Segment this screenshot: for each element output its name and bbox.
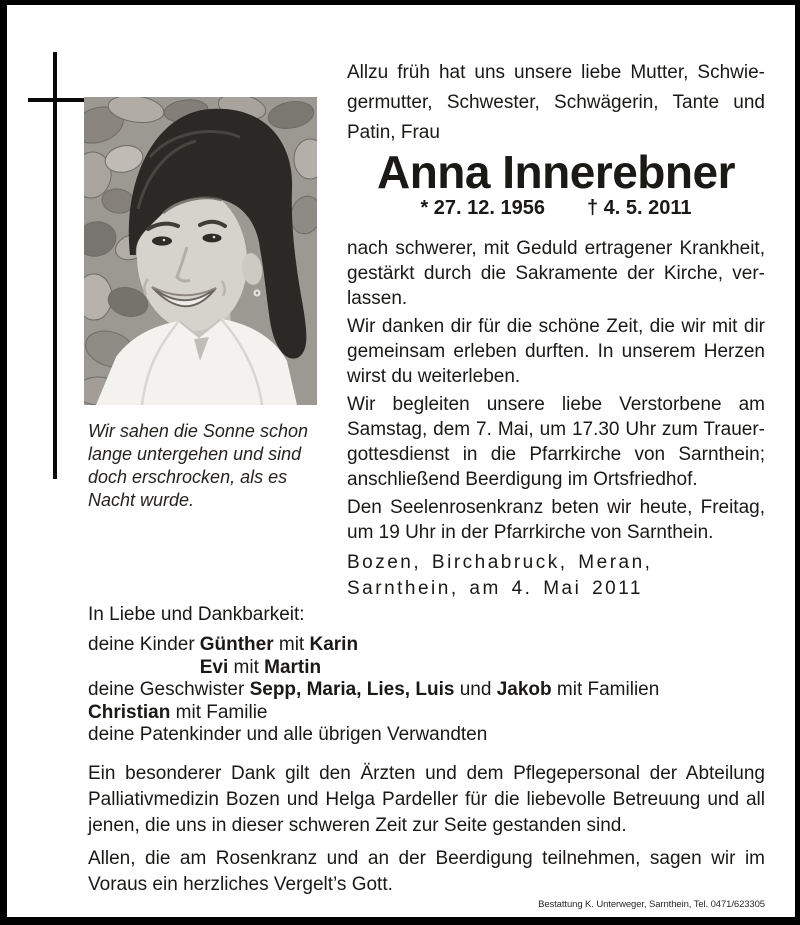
children-line xyxy=(200,634,765,657)
siblings-suffix: mit Familien xyxy=(556,679,660,700)
funeral-paragraph xyxy=(347,392,765,492)
text-line: Wir begleiten unsere liebe Verstorbene am xyxy=(347,394,765,415)
notice-text-column xyxy=(347,52,765,601)
text-line: Voraus ein herzliches Vergelt’s Gott. xyxy=(88,873,393,895)
child-name: Günther xyxy=(199,634,274,655)
mourners-intro: In Liebe und Dankbarkeit: xyxy=(88,604,305,625)
mourners-siblings xyxy=(88,679,765,702)
birth-date: * 27. 12. 1956 xyxy=(420,197,545,219)
photo-caption-line: lange untergehen und sind xyxy=(88,444,302,464)
thanks-paragraph xyxy=(88,761,765,839)
text-line: um 19 Uhr in der Pfarrkirche von Sarnthein. xyxy=(347,522,714,543)
memorial-cross-icon xyxy=(28,98,85,102)
text-line: gottesdienst in die Pfarrkirche von Sarnthein; xyxy=(347,444,765,465)
partner-name: Martin xyxy=(264,656,322,678)
rosary-paragraph xyxy=(347,495,765,545)
text-line: wirst du weiterleben. xyxy=(347,366,521,387)
text-line: gestärkt durch die Sakramente der Kirche, ver- xyxy=(347,263,765,284)
text-line: Den Seelenrosenkranz beten wir heute, Freitag, xyxy=(347,497,765,518)
life-dates xyxy=(347,196,765,220)
photo-caption-line: Wir sahen die Sonne schon xyxy=(88,421,308,441)
text-line: lassen. xyxy=(347,288,408,309)
child-name: Evi xyxy=(199,656,229,678)
gratitude-paragraph xyxy=(347,314,765,389)
intro-line: Patin, Frau xyxy=(347,122,440,143)
text-line: jenen, die uns in dieser schweren Zeit zur Seite gestanden sind. xyxy=(88,814,627,836)
intro-paragraph xyxy=(347,52,765,148)
mourners-section xyxy=(88,602,765,898)
places-line: Sarnthein, am 4. Mai 2011 xyxy=(347,577,643,599)
places-line: Bozen, Birchabruck, Meran, xyxy=(347,552,653,573)
und-word: und xyxy=(459,679,492,700)
farewell-paragraph xyxy=(88,846,765,898)
sibling-name: Jakob xyxy=(496,679,552,700)
family-suffix: mit Familie xyxy=(175,701,268,723)
children-indent xyxy=(88,657,195,680)
photo-caption xyxy=(88,420,348,512)
mourners-christian xyxy=(88,702,765,725)
mourners-children xyxy=(88,634,765,679)
text-line: gemeinsam erleben durften. In unserem Herzen xyxy=(347,341,765,362)
text-line: Samstag, dem 7. Mai, um 17.30 Uhr zum Trauer- xyxy=(347,419,765,440)
deceased-name: Anna Innerebner xyxy=(376,146,735,198)
text-line: anschließend Beerdigung im Ortsfriedhof. xyxy=(347,469,698,490)
intro-line: germutter, Schwester, Schwägerin, Tante und xyxy=(347,92,765,113)
text-line: Allen, die am Rosenkranz und an der Beerdigung teilnehmen, sagen wir im xyxy=(88,847,765,869)
portrait-photo xyxy=(84,97,317,405)
memorial-cross-icon xyxy=(53,52,57,479)
portrait-illustration xyxy=(84,97,317,405)
partner-name: Karin xyxy=(309,634,359,655)
sibling-names: Sepp, Maria, Lies, Luis xyxy=(249,679,455,700)
children-prefix: deine Kinder xyxy=(88,634,195,655)
death-date: † 4. 5. 2011 xyxy=(587,197,692,219)
intro-line: Allzu früh hat uns unsere liebe Mutter, Schwie- xyxy=(347,62,765,83)
mit-word: mit xyxy=(278,634,305,655)
photo-caption-line: Nacht wurde. xyxy=(88,490,195,510)
funeral-home-credit: Bestattung K. Unterweger, Sarnthein, Tel. 0471/623305 xyxy=(538,899,765,910)
illness-paragraph xyxy=(347,236,765,311)
text-line: Wir danken dir für die schöne Zeit, die wir mit dir xyxy=(347,316,765,337)
mourners-godchildren: deine Patenkinder und alle übrigen Verwandten xyxy=(88,724,488,745)
relative-name: Christian xyxy=(88,701,171,723)
photo-caption-line: doch erschrocken, als es xyxy=(88,467,288,487)
mit-word: mit xyxy=(233,656,259,678)
siblings-prefix: deine Geschwister xyxy=(88,679,245,700)
children-line xyxy=(200,657,765,680)
places-and-date xyxy=(347,550,765,601)
text-line: nach schwerer, mit Geduld ertragener Krankheit, xyxy=(347,238,765,259)
text-line: Ein besonderer Dank gilt den Ärzten und dem Pflegepersonal der Abteilung xyxy=(88,762,765,784)
text-line: Palliativmedizin Bozen und Helga Pardeller für die liebevolle Betreuung und all xyxy=(88,788,765,810)
